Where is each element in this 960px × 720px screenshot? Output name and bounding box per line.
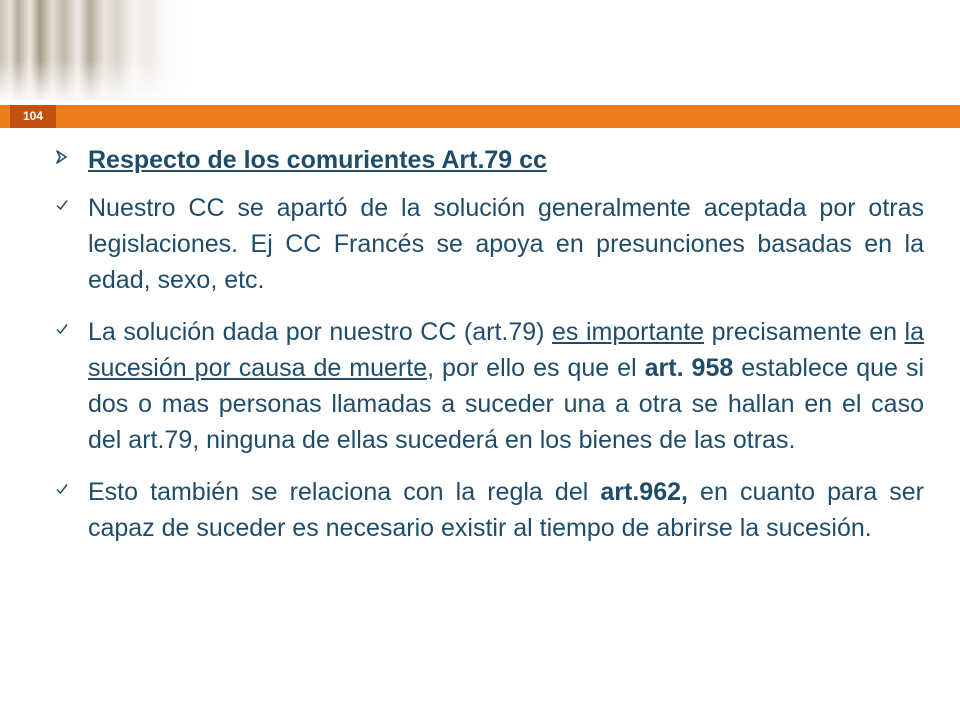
check-bullet-icon [56,190,88,214]
p3-text-a: Esto también se relaciona con la regla del [88,478,601,506]
header-band [0,105,960,128]
p3-bold-art962: art.962, [600,478,688,506]
slide-content [56,142,924,546]
slide-heading: Respecto de los comurientes Art.79 cc [88,146,547,174]
paragraph-1: Nuestro CC se apartó de la solución generalmente aceptada por otras legislaciones. Ej CC Francés se apoya en presunciones basadas en la edad, sexo, etc. [88,194,924,294]
paragraph-3 [88,474,924,546]
p2-bold-art958: art. 958 [644,354,734,382]
bullet-item-3 [56,474,924,546]
bullet-item-2 [56,314,924,458]
arrow-bullet-icon [56,142,88,167]
p2-text-g: establece que si dos o mas personas llamadas a suceder una a otra se hallan en el caso del art.79, ninguna de ellas sucederá en los bienes de las otras. [88,354,925,454]
bullet-item-1 [56,190,924,298]
check-bullet-icon [56,314,88,338]
slide-number: 104 [10,105,56,128]
p2-text-c: precisamente en [704,318,905,346]
p2-underlined-important: es importante [552,318,705,346]
p2-text-e: , por ello es que el [427,354,645,382]
p2-text-a: La solución dada por nuestro CC (art.79) [88,318,553,346]
heading-item [56,142,924,178]
header-books-image [0,0,200,100]
check-bullet-icon [56,474,88,498]
p2-underlined-sucesion: la sucesión por causa de muerte [88,318,924,382]
p3-text-c: en cuanto para ser capaz de suceder es necesario existir al tiempo de abrirse la sucesión. [88,478,925,542]
paragraph-2 [88,314,924,458]
